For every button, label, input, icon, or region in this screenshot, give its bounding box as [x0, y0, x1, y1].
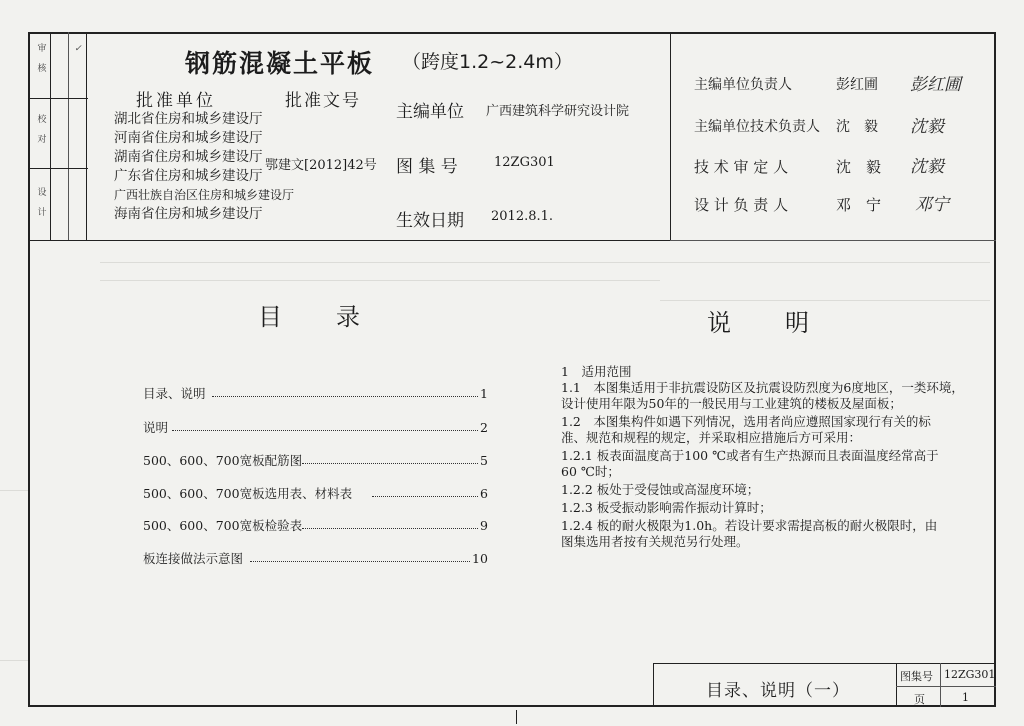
title-block-atlas-label: 图集号 [900, 670, 933, 683]
toc-item-page: 2 [480, 420, 488, 435]
title-block-border [653, 663, 654, 707]
toc-heading: 目 录 [258, 303, 362, 331]
strip-cell: 校 对 [37, 115, 47, 145]
toc-leader [372, 496, 478, 497]
responsible-name: 邓 宁 [836, 196, 882, 214]
atlas-title-span: （跨度1.2~2.4m） [402, 51, 573, 73]
note-line: 1.2.2 板处于受侵蚀或高湿度环境； [561, 482, 760, 497]
toc-item-page: 6 [480, 486, 488, 501]
approval-unit: 广西壮族自治区住房和城乡建设厅 [114, 188, 295, 202]
note-line: 1.2.4 板的耐火极限为1.0h。若设计要求需提高板的耐火极限时，由 [561, 518, 938, 533]
editor-unit-label: 主编单位 [396, 102, 464, 122]
toc-item-page: 5 [480, 453, 488, 468]
editor-unit: 广西建筑科学研究设计院 [486, 104, 630, 119]
note-line: 1.2.1 板表面温度高于100 ℃或者有生产热源而且表面温度经常高于 [561, 448, 939, 463]
strip-divider [50, 32, 51, 240]
responsible-name: 沈 毅 [836, 158, 882, 176]
approval-unit: 湖北省住房和城乡建设厅 [114, 111, 263, 127]
responsible-role: 设 计 负 责 人 [694, 196, 789, 214]
responsible-role: 主编单位技术负责人 [694, 119, 820, 135]
strip-row-divider [28, 240, 88, 241]
responsible-signature: 沈毅 [910, 157, 944, 177]
atlas-no: 12ZG301 [494, 155, 555, 170]
approval-unit: 湖南省住房和城乡建设厅 [114, 149, 263, 165]
title-block-atlas-no: 12ZG301 [944, 668, 996, 681]
strip-row-divider [28, 168, 88, 169]
header-rule [86, 240, 670, 241]
note-line: 设计使用年限为50年的一般民用与工业建筑的楼板及屋面板； [561, 396, 902, 411]
effective-date-label: 生效日期 [396, 211, 464, 231]
strip-divider [86, 32, 87, 240]
note-line: 1.2 本图集构件如遇下列情况，选用者尚应遵照国家现行有关的标 [561, 414, 931, 429]
effective-date: 2012.8.1. [491, 209, 554, 224]
toc-item-label: 目录、说明 [143, 386, 206, 401]
toc-item-label: 500、600、700宽板检验表 [143, 518, 303, 533]
header-divider [670, 32, 671, 240]
responsible-role: 技 术 审 定 人 [694, 158, 789, 176]
title-block-divider [896, 686, 996, 687]
note-line: 1.1 本图集适用于非抗震设防区及抗震设防烈度为6度地区，一类环境， [561, 380, 964, 395]
toc-item-label: 500、600、700宽板选用表、材料表 [143, 486, 353, 501]
title-block-border [653, 663, 996, 664]
sheet-title: 目录、说明（一） [706, 681, 850, 701]
responsible-signature: 彭红圃 [910, 75, 961, 95]
toc-item-page: 10 [472, 551, 488, 566]
strip-signature: ✓ [74, 44, 82, 54]
toc-item-page: 1 [480, 386, 488, 401]
note-line: 准、规范和规程的规定，并采取相应措施后方可采用： [561, 430, 862, 445]
strip-cell: 审 核 [37, 44, 47, 74]
strip-row-divider [28, 98, 88, 99]
notes-body [561, 364, 964, 550]
toc-item-label: 说明 [143, 420, 169, 435]
toc-leader [302, 528, 478, 529]
atlas-no-label: 图 集 号 [396, 157, 458, 177]
strip-divider [68, 32, 69, 240]
note-line: 图集选用者按有关规范另行处理。 [561, 534, 749, 549]
toc-item-label: 500、600、700宽板配筋图 [143, 453, 303, 468]
note-line: 1.2.3 板受振动影响需作振动计算时； [561, 500, 772, 515]
title-block-divider [940, 663, 941, 707]
toc-item-label: 板连接做法示意图 [143, 551, 244, 566]
note-line: 60 ℃时； [561, 464, 620, 479]
approval-unit: 河南省住房和城乡建设厅 [114, 130, 263, 146]
title-block-divider [896, 663, 897, 707]
title-block-page-no: 1 [962, 691, 969, 704]
toc-leader [302, 463, 478, 464]
responsible-signature: 邓宁 [915, 195, 949, 215]
title-block-page-label: 页 [914, 693, 925, 706]
header-rule [670, 240, 996, 241]
approval-unit: 广东省住房和城乡建设厅 [114, 168, 263, 184]
notes-heading: 说 明 [707, 309, 811, 337]
approval-unit: 海南省住房和城乡建设厅 [114, 206, 263, 222]
responsible-role: 主编单位负责人 [694, 77, 792, 93]
note-line: 1 适用范围 [561, 364, 632, 379]
strip-cell: 设 计 [37, 188, 47, 218]
toc-leader [212, 396, 478, 397]
atlas-title: 钢筋混凝土平板 [185, 49, 375, 78]
responsible-signature: 沈毅 [910, 117, 944, 137]
center-mark [516, 710, 517, 724]
responsible-name: 沈 毅 [836, 119, 878, 135]
toc-item-page: 9 [480, 518, 488, 533]
toc-leader [250, 561, 470, 562]
toc-leader [172, 430, 478, 431]
approval-doc-label: 批准文号 [285, 91, 361, 111]
approval-unit-label: 批准单位 [136, 91, 216, 111]
responsible-name: 彭红圃 [836, 77, 878, 93]
approval-doc-no: 鄂建文[2012]42号 [265, 158, 377, 173]
